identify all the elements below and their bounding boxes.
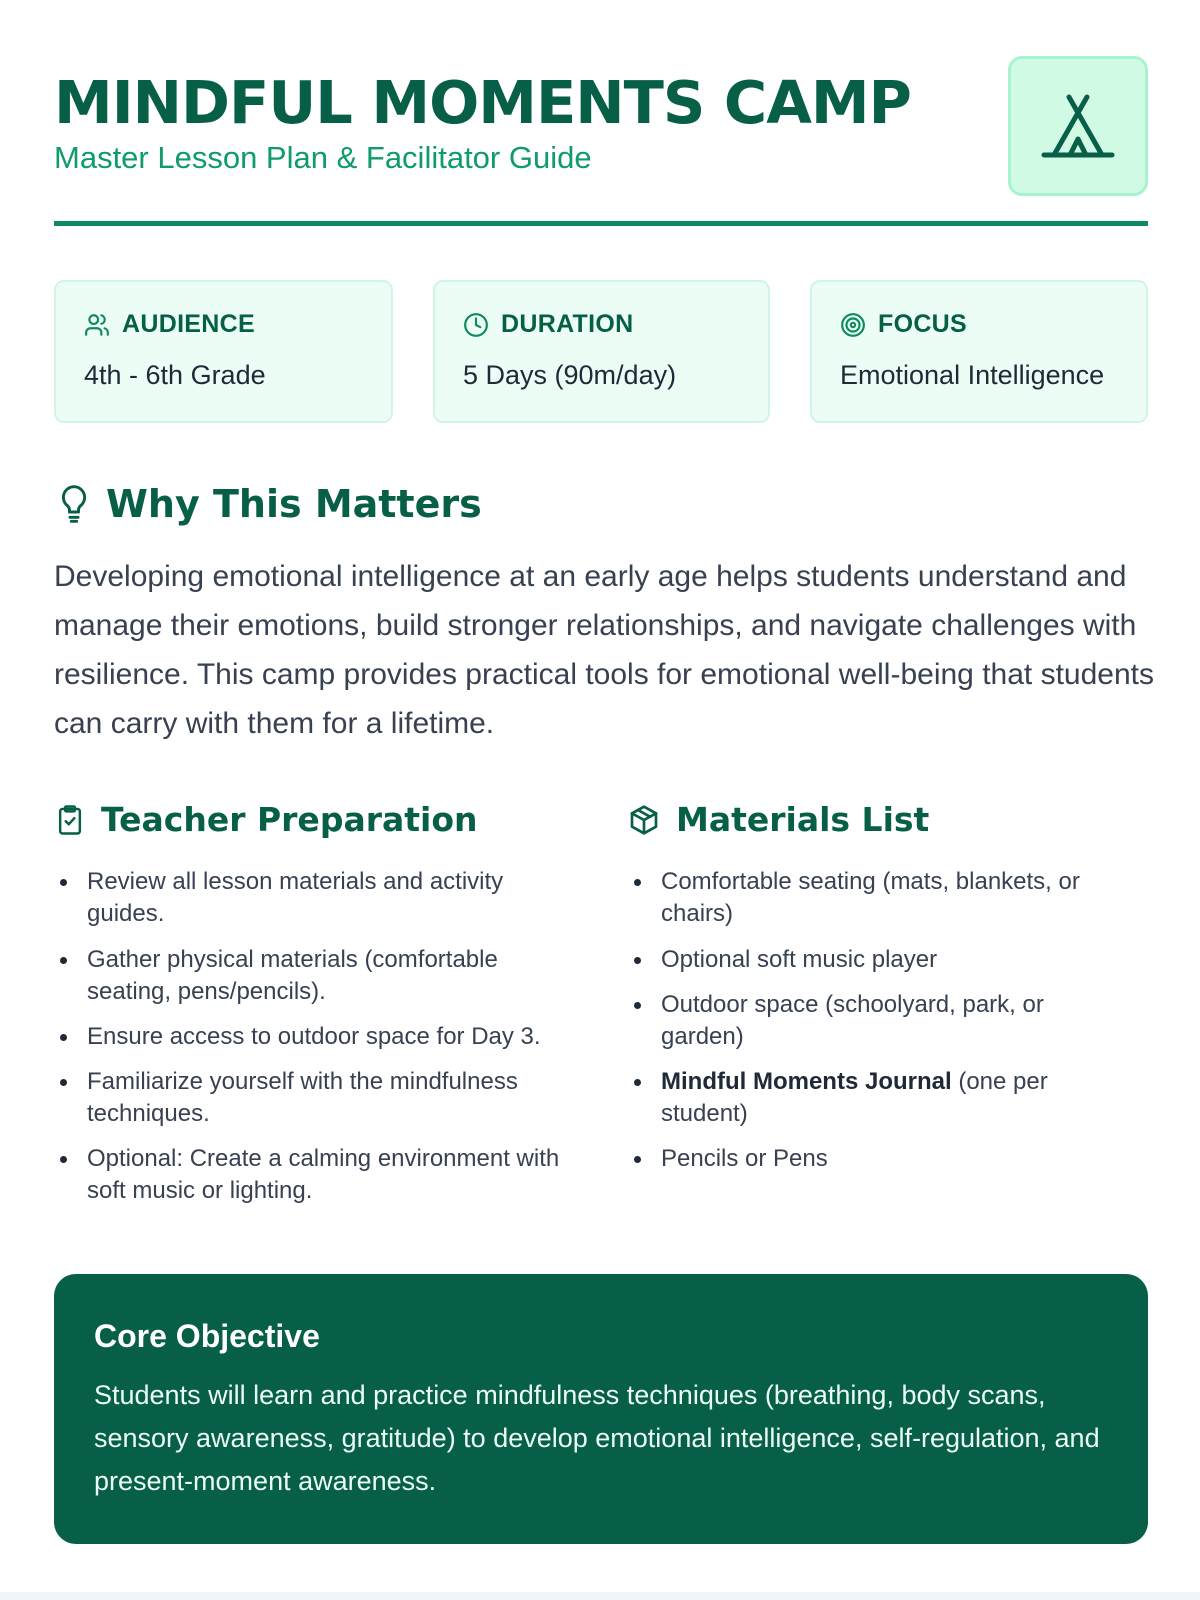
- prep-title: Teacher Preparation: [101, 800, 478, 839]
- focus-label: FOCUS: [878, 310, 967, 338]
- list-item: Review all lesson materials and activity guides.: [54, 866, 574, 930]
- header: [54, 56, 1148, 226]
- list-item: Gather physical materials (comfortable seating, pens/pencils).: [54, 944, 574, 1008]
- journal-note: (one per student): [661, 1068, 1048, 1127]
- materials-heading: [628, 800, 929, 839]
- focus-card: [810, 280, 1148, 423]
- objective-title: Core Objective: [94, 1318, 320, 1354]
- audience-value: 4th - 6th Grade: [84, 360, 266, 390]
- clock-icon: [463, 312, 489, 338]
- tent-icon: [1040, 91, 1116, 161]
- list-item: Pencils or Pens: [628, 1143, 1108, 1175]
- audience-label: AUDIENCE: [122, 310, 255, 338]
- list-item: [628, 1066, 1108, 1130]
- users-icon: [84, 312, 110, 338]
- duration-label: DURATION: [501, 310, 634, 338]
- duration-card: [433, 280, 770, 423]
- list-item: Comfortable seating (mats, blankets, or chairs): [628, 866, 1108, 930]
- list-item: Ensure access to outdoor space for Day 3.: [54, 1021, 574, 1053]
- audience-card: [54, 280, 393, 423]
- page-subtitle: Master Lesson Plan & Facilitator Guide: [54, 140, 592, 175]
- duration-value: 5 Days (90m/day): [463, 360, 677, 390]
- list-item: Optional soft music player: [628, 944, 1108, 976]
- materials-title: Materials List: [676, 800, 930, 839]
- core-objective-panel: [54, 1274, 1148, 1544]
- materials-list: [628, 866, 1108, 1175]
- prep-heading: [55, 800, 478, 839]
- box-icon: [628, 804, 660, 836]
- logo-badge: [1008, 56, 1148, 196]
- why-title: Why This Matters: [106, 482, 482, 526]
- focus-value: Emotional Intelligence: [840, 360, 1105, 390]
- journal-name: Mindful Moments Journal: [661, 1068, 952, 1095]
- list-item: Familiarize yourself with the mindfulness techniques.: [54, 1066, 574, 1130]
- list-item: Outdoor space (schoolyard, park, or garden): [628, 989, 1108, 1053]
- why-paragraph: Developing emotional intelligence at an early age helps students understand and manage their emotions, build stronger relationships, and navigate challenges with resilience. This camp provides practical tools for emotional well-being that students can carry with them for a lifetime.: [54, 560, 1154, 740]
- info-cards: [54, 280, 1148, 423]
- list-item: Optional: Create a calming environment with soft music or lighting.: [54, 1143, 574, 1207]
- clipboard-check-icon: [55, 804, 85, 836]
- objective-text: Students will learn and practice mindfulness techniques (breathing, body scans, sensory awareness, gratitude) to develop emotional intelligence, self-regulation, and present-moment awareness.: [94, 1380, 1100, 1496]
- why-heading: [58, 482, 482, 526]
- lightbulb-icon: [58, 484, 90, 524]
- prep-list: [54, 866, 574, 1207]
- target-icon: [840, 312, 866, 338]
- page-title: MINDFUL MOMENTS CAMP: [54, 68, 911, 137]
